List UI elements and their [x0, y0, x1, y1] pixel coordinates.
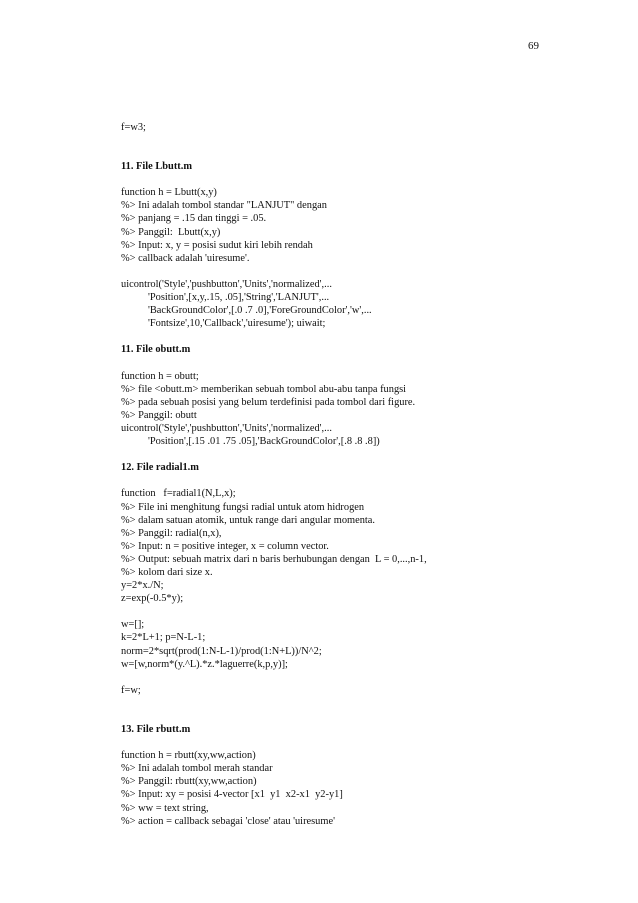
code-line: f=w3;	[121, 122, 146, 133]
code-line: %> callback adalah 'uiresume'.	[121, 252, 250, 264]
code-line: uicontrol('Style','pushbutton','Units','normalized',...	[121, 422, 332, 434]
code-line: 'Fontsize',10,'Callback','uiresume'); uiwait;	[148, 318, 326, 330]
code-line: norm=2*sqrt(prod(1:N-L-1)/prod(1:N+L))/N^2;	[121, 645, 322, 657]
document-body	[121, 121, 591, 828]
code-line: %> Panggil: obutt	[121, 409, 197, 421]
code-line: %> file <obutt.m> memberikan sebuah tombol abu-abu tanpa fungsi	[121, 383, 407, 395]
code-line: w=[w,norm*(y.^L).*z.*laguerre(k,p,y)];	[121, 658, 288, 670]
code-line: y=2*x./N;	[121, 580, 164, 592]
code-line: %> pada sebuah posisi yang belum terdefinisi pada tombol dari figure.	[121, 396, 416, 408]
code-line: function h = rbutt(xy,ww,action)	[121, 750, 256, 762]
code-line: %> Panggil: rbutt(xy,ww,action)	[121, 776, 257, 788]
code-line: function h = Lbutt(x,y)	[121, 187, 217, 199]
code-line: %> File ini menghitung fungsi radial untuk atom hidrogen	[121, 501, 365, 513]
code-line: %> Ini adalah tombol merah standar	[121, 763, 273, 775]
code-line: %> Output: sebuah matrix dari n baris berhubungan dengan L = 0,...,n-1,	[121, 553, 427, 565]
code-line: 'Position',[.15 .01 .75 .05],'BackGroundColor',[.8 .8 .8])	[148, 436, 380, 448]
code-line: %> Panggil: radial(n,x),	[121, 527, 222, 539]
code-line: %> Input: xy = posisi 4-vector [x1 y1 x2-x1 y2-y1]	[121, 789, 343, 801]
code-line: %> Panggil: Lbutt(x,y)	[121, 226, 221, 238]
code-line: %> action = callback sebagai 'close' atau 'uiresume'	[121, 815, 335, 827]
section-heading-rbutt: 13. File rbutt.m	[121, 723, 191, 735]
code-line: z=exp(-0.5*y);	[121, 593, 184, 605]
code-line: %> panjang = .15 dan tinggi = .05.	[121, 213, 267, 225]
section-heading-obutt: 11. File obutt.m	[121, 344, 191, 356]
code-line: %> dalam satuan atomik, untuk range dari angular momenta.	[121, 514, 376, 526]
code-line: %> Input: x, y = posisi sudut kiri lebih rendah	[121, 239, 313, 251]
section-heading-radial1: 12. File radial1.m	[121, 462, 199, 474]
code-line: %> Input: n = positive integer, x = column vector.	[121, 540, 329, 552]
code-line: %> Ini adalah tombol standar "LANJUT" dengan	[121, 200, 327, 212]
page-number: 69	[528, 40, 539, 52]
code-line: function h = obutt;	[121, 370, 199, 382]
code-line: f=w;	[121, 684, 141, 696]
code-line: 'Position',[x,y,.15, .05],'String','LANJUT',...	[148, 292, 330, 304]
code-line: %> kolom dari size x.	[121, 567, 213, 578]
code-line: 'BackGroundColor',[.0 .7 .0],'ForeGroundColor','w',...	[148, 305, 372, 317]
code-line: function f=radial1(N,L,x);	[121, 488, 236, 500]
section-heading-lbutt: 11. File Lbutt.m	[121, 161, 193, 173]
code-line: uicontrol('Style','pushbutton','Units','normalized',...	[121, 278, 332, 290]
code-line: %> ww = text string,	[121, 802, 209, 814]
code-line: k=2*L+1; p=N-L-1;	[121, 632, 206, 644]
code-line: w=[];	[121, 619, 145, 631]
